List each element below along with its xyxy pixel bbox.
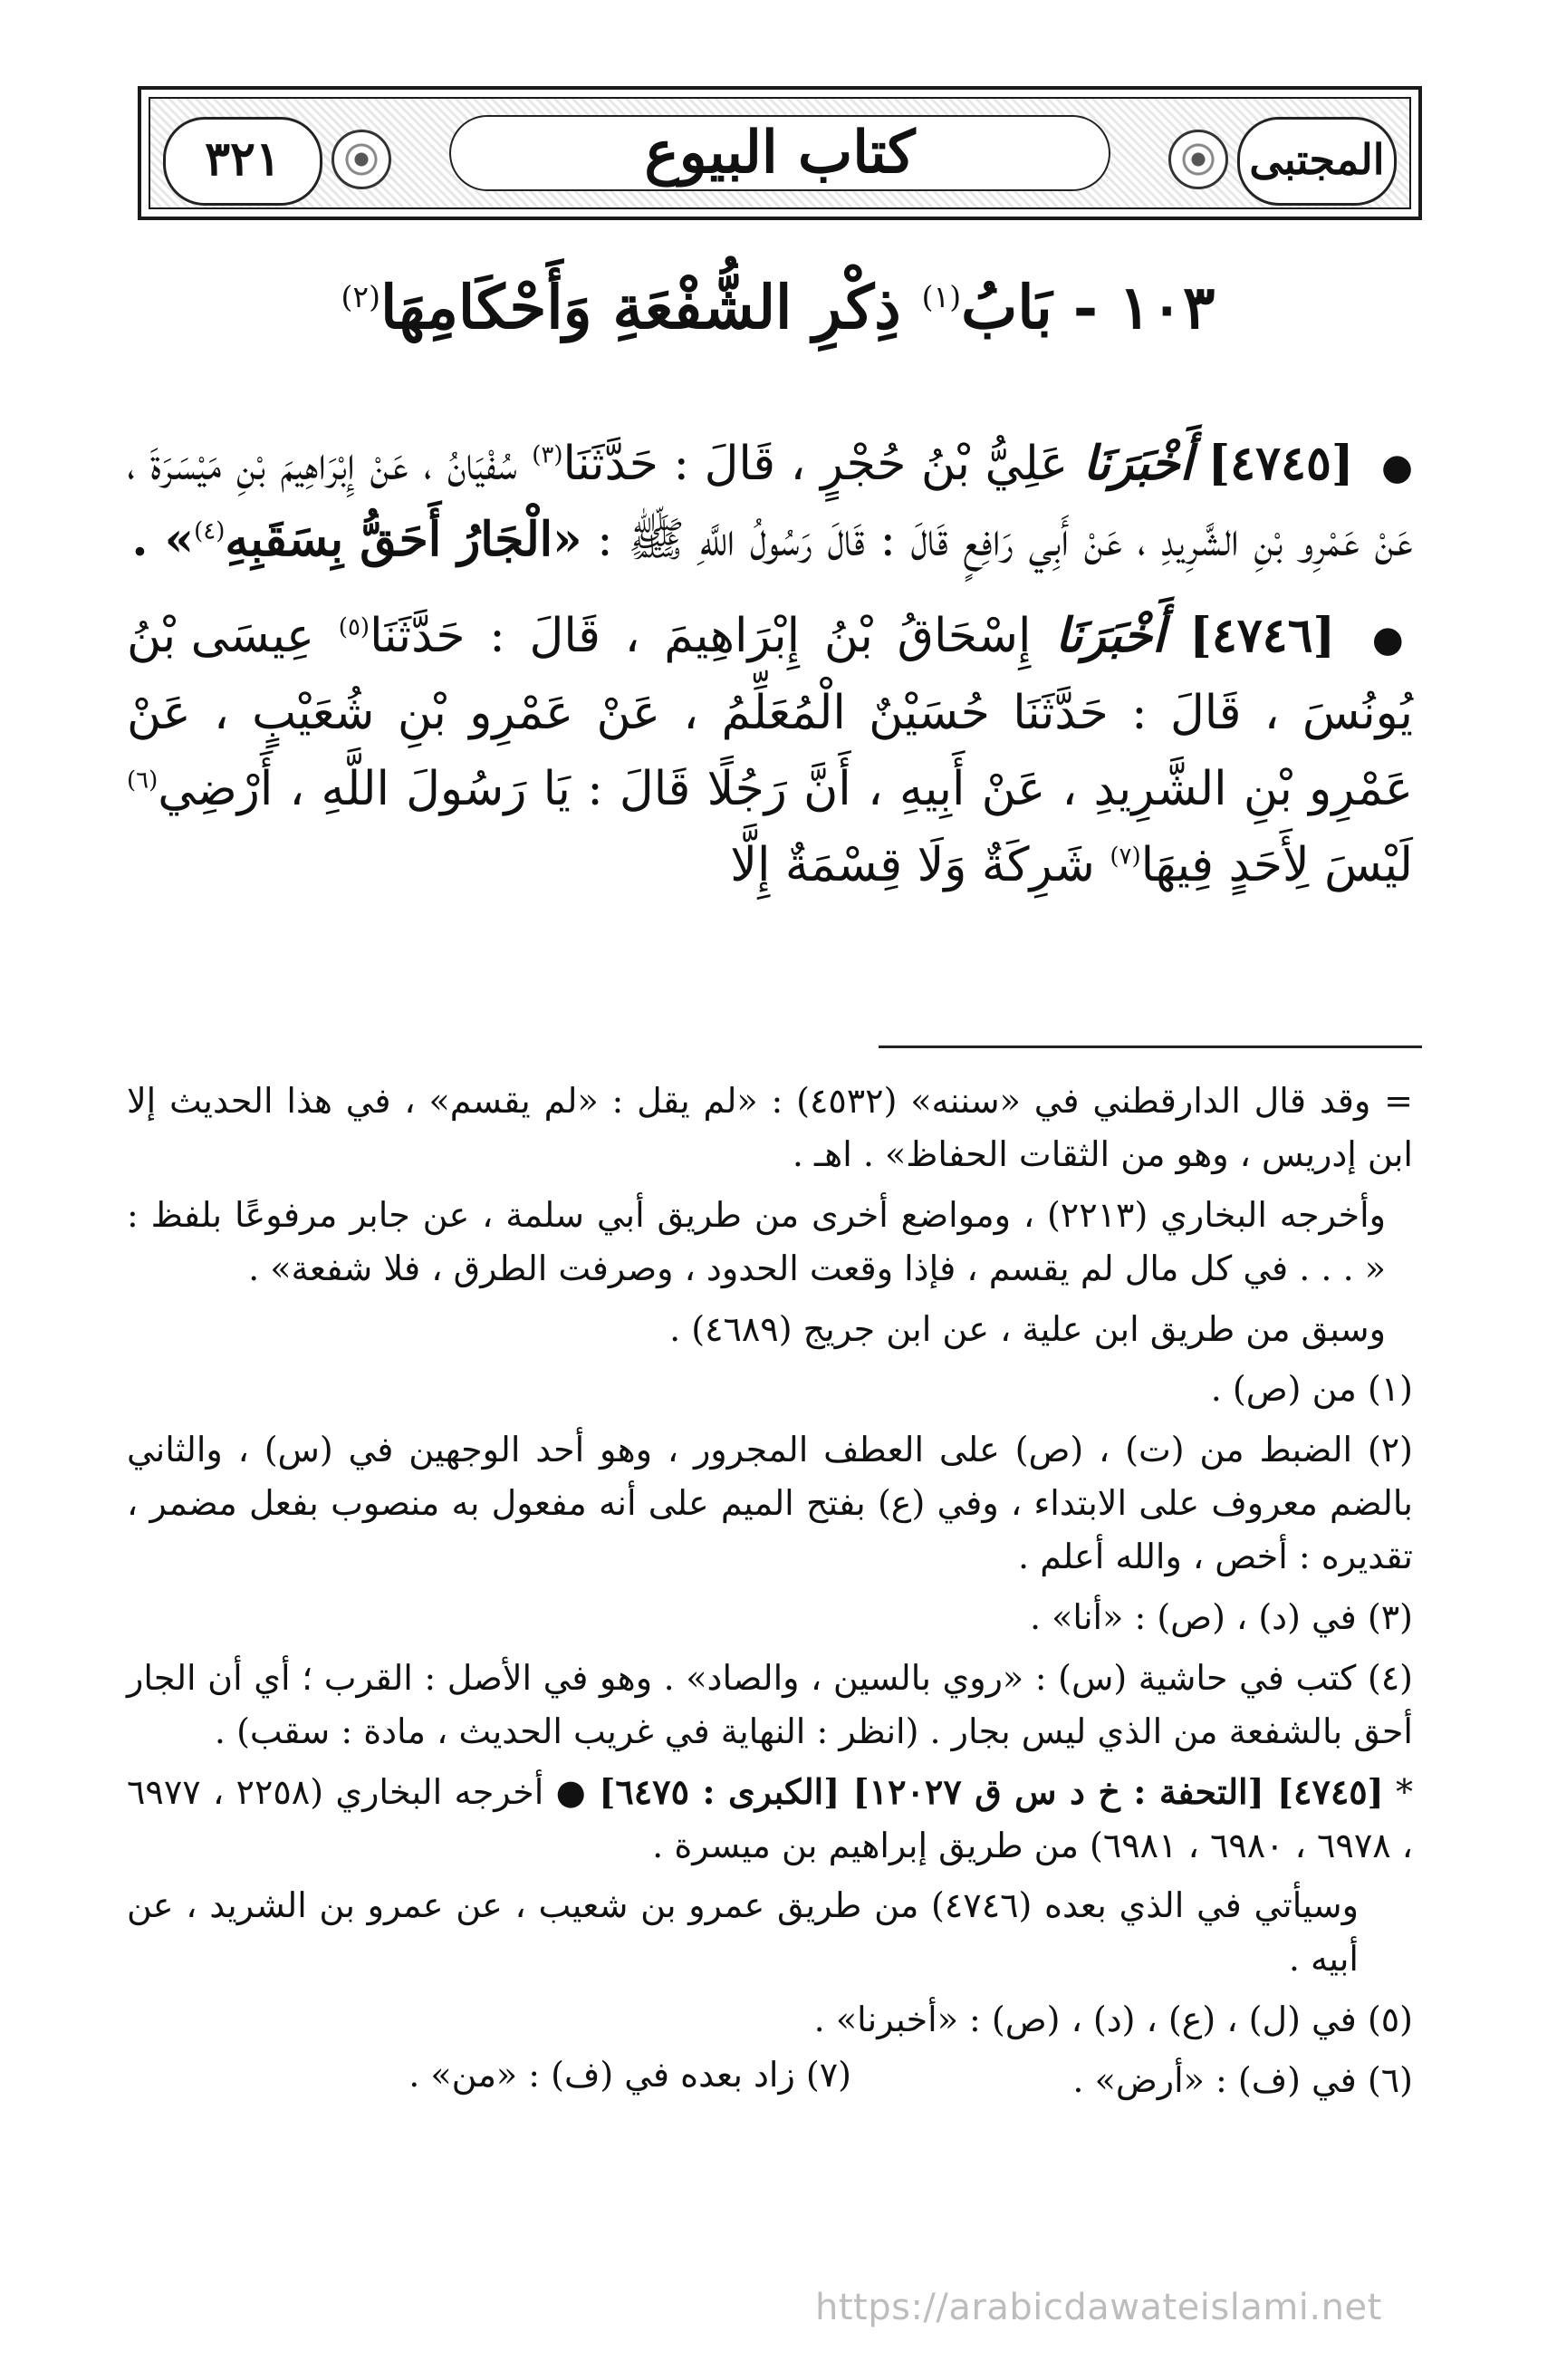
footnote-ref: (٢) [341, 279, 381, 314]
watermark-url: https://arabicdawateislami.net [815, 2287, 1382, 2328]
hadith-4746 [127, 598, 1413, 903]
akhbarana: أَخْبَرَنَا [1082, 436, 1193, 491]
chapter-heading [136, 272, 1420, 342]
footnote-ref: (١) [921, 279, 962, 314]
footnote-2: (٢) الضبط من (ت) ، (ص) على العطف المجرور ، وهو أحد الوجهين في (س) ، والثاني بالضم معروف على الابتداء ، وفي (ع) بفتح الميم على أنه مفعول به منصوب بفعل مضمر ، تقديره : أخص ، والله أعلم . [127, 1430, 1413, 1577]
bullet-icon: ● [1371, 619, 1414, 661]
akhbarana: أَخْبَرَنَا [1055, 608, 1166, 664]
rosette-icon [1168, 130, 1228, 189]
main-text [127, 426, 1413, 923]
book-title: كتاب البيوع [644, 119, 916, 187]
continuation-marker: = [1384, 1081, 1413, 1121]
footnote-separator [879, 1045, 1422, 1048]
rosette-icon [332, 130, 391, 189]
page-number: ٣٢١ [163, 117, 322, 206]
footnotes [127, 1074, 1413, 2108]
footnote-continuation [127, 1074, 1413, 1181]
bullet-icon: ● [1381, 447, 1413, 488]
footnote-ref: (٥) [338, 614, 370, 642]
hadith-number: [٤٧٤٦] [1189, 608, 1336, 664]
isnad: عِيسَى بْنُ يُونُسَ ، قَالَ : حَدَّثَنَا حُسَيْنٌ الْمُعَلِّمُ ، عَنْ عَمْرِو بْنِ شُعَيْبٍ ، عَنْ عَمْرِو بْنِ الشَّرِيدِ ، عَنْ أَبِيهِ ، أَنَّ رَجُلًا قَالَ : يَا رَسُولَ اللَّهِ ، أَرْضِي [127, 609, 1413, 816]
chapter-title: ذِكْرِ الشُّفْعَةِ وَأَحْكَامِهَا [380, 272, 901, 342]
footnote-ref: (٦) [127, 766, 159, 795]
footnote-3: (٣) في (د) ، (ص) : «أنا» . [1030, 1597, 1413, 1638]
isnad: إِسْحَاقُ بْنُ إِبْرَاهِيمَ ، قَالَ : حَدَّثَنَا [370, 609, 1032, 664]
footnote-ref: (٤) [194, 517, 226, 545]
footnote-ref: (٧) [1110, 843, 1141, 871]
footnote-7: (٧) زاد بعده في (ف) : «من» . [408, 2055, 851, 2096]
footnote-6: (٦) في (ف) : «أرض» . [1072, 2060, 1413, 2101]
hadith-text: شَرِكَةٌ وَلَا قِسْمَةٌ إِلَّا [730, 838, 1095, 893]
header-pattern [149, 97, 1411, 209]
footnote-continuation: وسبق من طريق ابن علية ، عن ابن جريج (٤٦٨٩) . [669, 1308, 1386, 1349]
chapter-dash: - [1072, 272, 1099, 342]
footnote-4: (٤) كتب في حاشية (س) : «روي بالسين ، والصاد» . وهو في الأصل : القرب ؛ أي أن الجار أحق بالشفعة من الذي ليس بجار . (انظر : النهاية في غريب الحديث ، مادة : سقب) . [127, 1657, 1413, 1751]
footnote-row [127, 2054, 1413, 2108]
takhrij-4745 [127, 1766, 1413, 1873]
footnote-text: وقد قال الدارقطني في «سننه» (٤٥٣٢) : «لم يقل : «لم يقسم» ، في هذا الحديث إلا ابن إدريس ، وهو من الثقات الحفاظ» . اهـ . [127, 1081, 1413, 1174]
matn-end: » . [131, 512, 195, 568]
star-icon: * [1395, 1771, 1413, 1812]
isnad: سُفْيَانُ ، عَنْ إِبْرَاهِيمَ بْنِ مَيْسَرَةَ ، عَنْ عَمْرِو بْنِ الشَّرِيدِ ، عَنْ أَبِي رَافِعٍ قَالَ : قَالَ رَسُولُ اللَّهِ ﷺ : [127, 437, 1413, 568]
book-logo: المجتبى [1237, 117, 1397, 206]
takhrij-text: ● أخرجه البخاري (٢٢٥٨ ، ٦٩٧٧ ، ٦٩٧٨ ، ٦٩٨٠ ، ٦٩٨١) من طريق إبراهيم بن ميسرة . [127, 1771, 1413, 1865]
chapter-number: ١٠٣ [1119, 272, 1216, 342]
hadith-4745 [127, 426, 1413, 578]
footnote-ref: (٣) [532, 441, 563, 469]
takhrij-continuation: وسيأتي في الذي بعده (٤٧٤٦) من طريق عمرو بن شعيب ، عن عمرو بن الشريد ، عن أبيه . [127, 1885, 1359, 1980]
hadith-text: لَيْسَ لِأَحَدٍ فِيهَا [1140, 838, 1413, 893]
hadith-number: [٤٧٤٥] [1207, 436, 1354, 491]
page-header-ornament [138, 86, 1422, 220]
footnote-5: (٥) في (ل) ، (ع) ، (د) ، (ص) : «أخبرنا» . [813, 1999, 1413, 2040]
footnote-continuation: وأخرجه البخاري (٢٢١٣) ، ومواضع أخرى من طريق أبي سلمة ، عن جابر مرفوعًا بلفظ : « . . . في كل مال لم يقسم ، فإذا وقعت الحدود ، وصرفت الطرق ، فلا شفعة» . [127, 1194, 1387, 1288]
matn: «الْجَارُ أَحَقُّ بِسَقَبِهِ [225, 512, 582, 568]
isnad: عَلِيُّ بْنُ حُجْرٍ ، قَالَ : حَدَّثَنَا [562, 437, 1069, 491]
takhrij-label: [٤٧٤٥] [التحفة : خ د س ق ١٢٠٢٧] [الكبرى : ٦٤٧٥] [599, 1770, 1384, 1812]
footnote-1: (١) من (ص) . [1210, 1369, 1413, 1410]
chapter-bab: بَابُ [961, 272, 1052, 342]
